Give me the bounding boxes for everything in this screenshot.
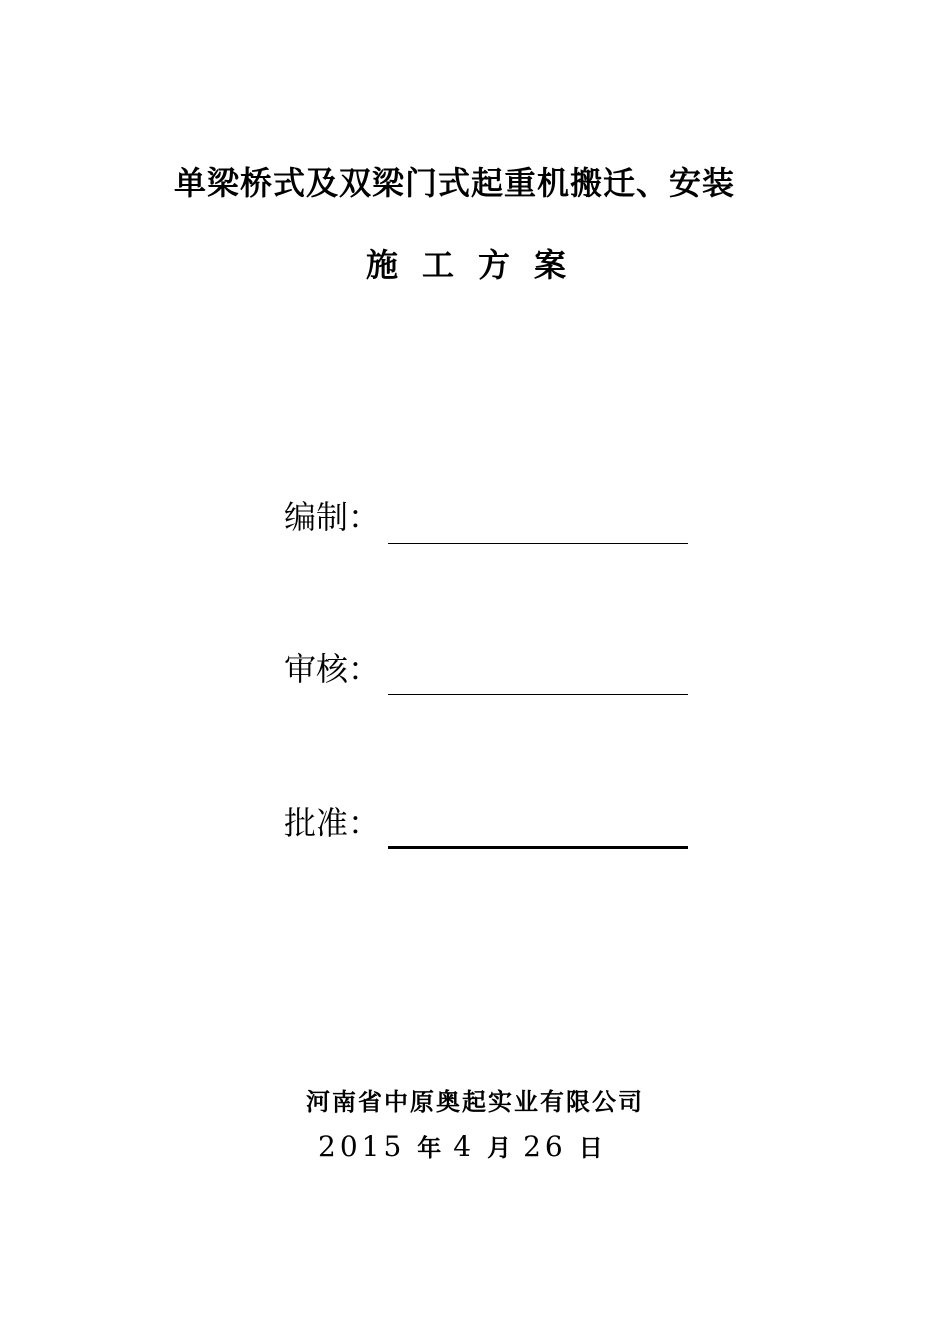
- date-day: 26: [523, 1130, 567, 1163]
- approve-label: 批准：: [284, 804, 381, 842]
- date-day-unit: 日: [578, 1134, 603, 1162]
- company-name: 河南省中原奥起实业有限公司: [306, 1088, 644, 1116]
- compile-label: 编制：: [284, 498, 381, 536]
- document-date: [318, 1128, 615, 1163]
- date-year-unit: 年: [417, 1134, 442, 1162]
- review-label: 审核：: [284, 650, 381, 688]
- document-title-line1: 单梁桥式及双梁门式起重机搬迁、安装: [174, 164, 736, 202]
- date-year: 2015: [318, 1130, 406, 1163]
- approve-signature-line: [388, 846, 688, 849]
- review-signature-line: [388, 694, 688, 695]
- compile-signature-line: [388, 543, 688, 544]
- date-month-unit: 月: [487, 1134, 512, 1162]
- date-month: 4: [453, 1130, 476, 1163]
- document-title-line2: 施工方案: [365, 246, 590, 284]
